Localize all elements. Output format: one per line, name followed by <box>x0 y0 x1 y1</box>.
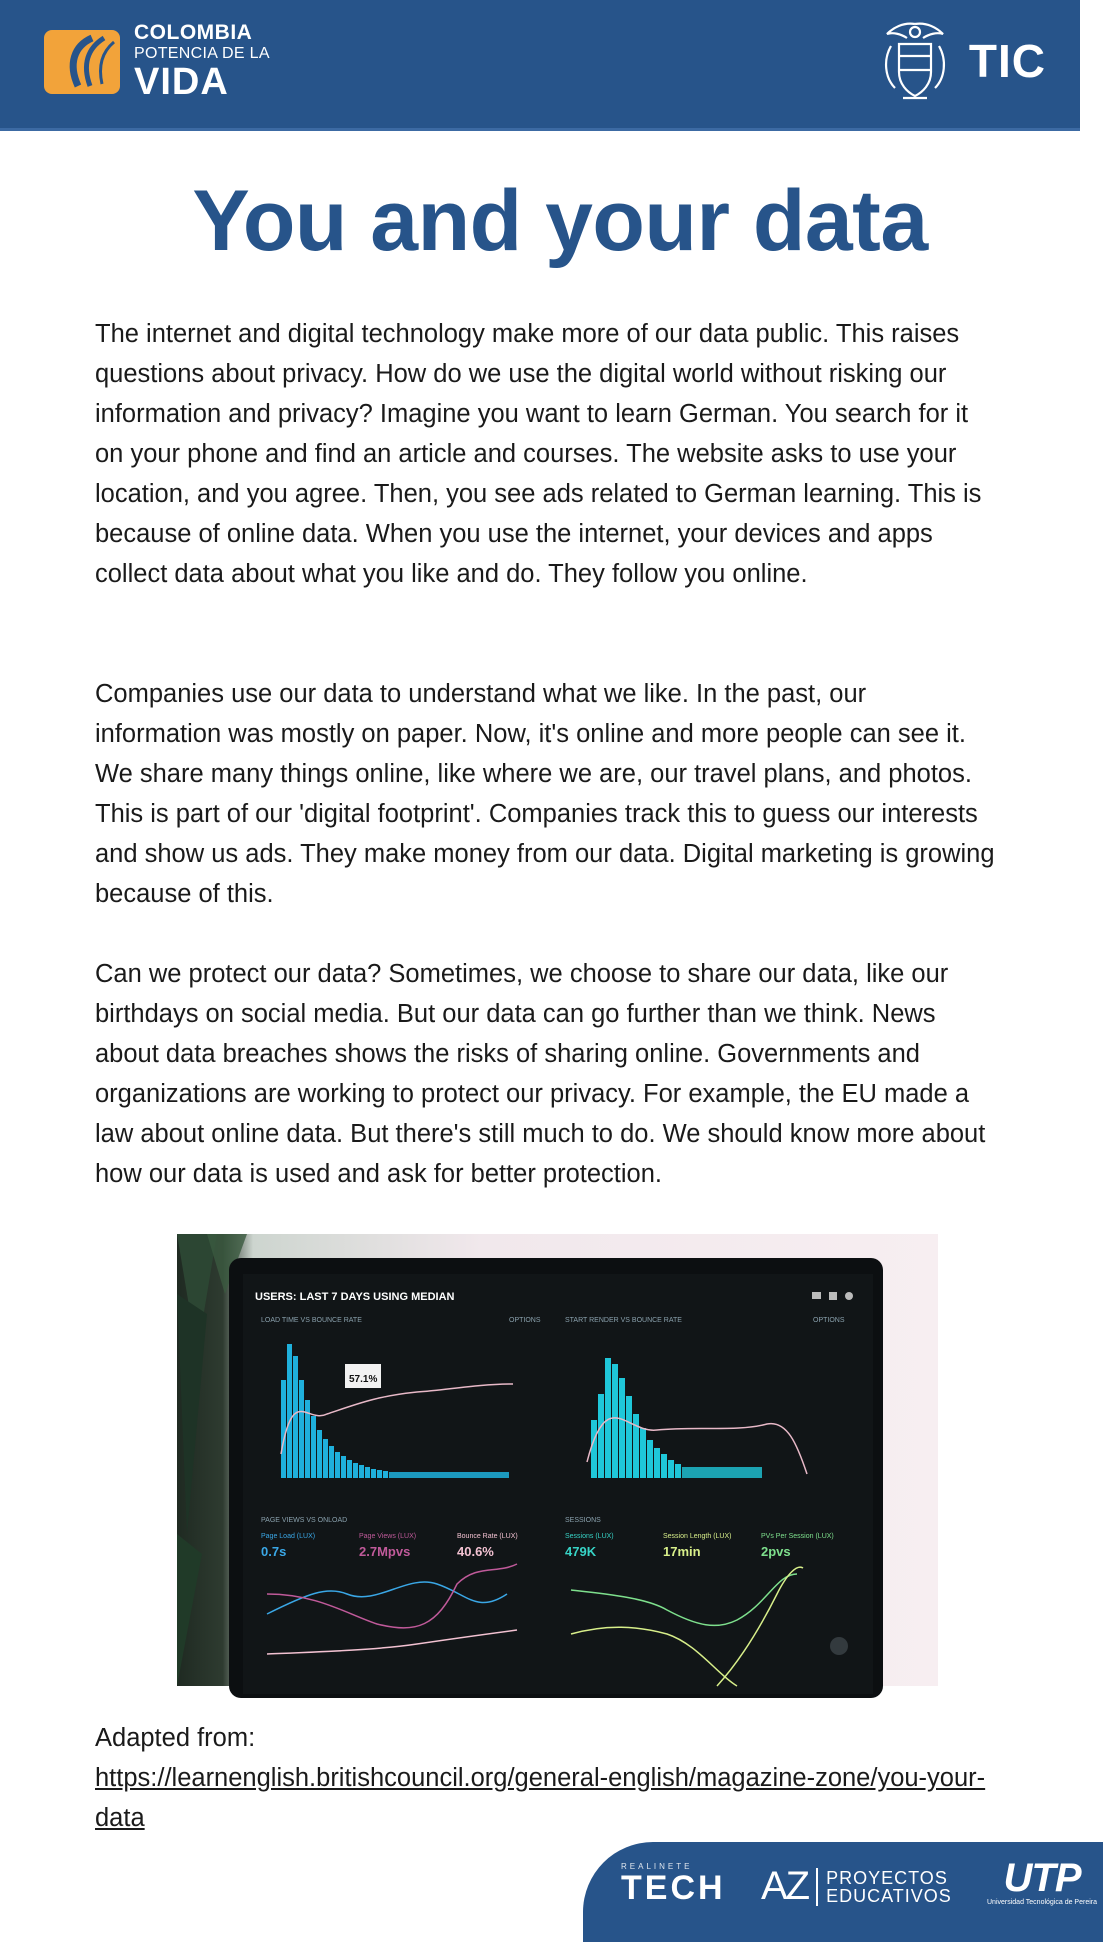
logo-divider <box>816 1868 818 1906</box>
panel-title-4: SESSIONS <box>565 1517 601 1524</box>
paragraph-1: The internet and digital technology make more of our data public. This raises questions about privacy. How do we use the digital world without risking our information and privacy? Imagine you want to learn German. You search for it on your phone and find an article and courses. The website asks to use your location, and you agree. Then, you see ads related to German learning. This is because of online data. When you use the internet, your devices and apps collect data about what you like and do. They follow you online. <box>95 320 982 588</box>
options-label-1: OPTIONS <box>509 1317 541 1324</box>
paragraph-2: Companies use our data to understand what we like. In the past, our information was mostly on paper. Now, it's online and more people can see it. We share many things online, like where we are, our travel plans, and photos. This is part of our 'digital footprint'. Companies track this to guess our interests and show us ads. They make money from our data. Digital marketing is growing because of this. <box>95 680 995 908</box>
tech-logo-small-text: REALINETE <box>621 1862 693 1871</box>
logo-line-3: VIDA <box>134 61 229 103</box>
utp-subtitle: Universidad Tecnológica de Pereira <box>987 1899 1097 1906</box>
colombia-potencia-logo[interactable] <box>44 22 270 101</box>
metric-label-3: Bounce Rate (LUX) <box>457 1533 518 1540</box>
metric-value-5: 17min <box>663 1544 701 1559</box>
panel-title-2: START RENDER VS BOUNCE RATE <box>565 1317 682 1324</box>
source-link[interactable]: https://learnenglish.britishcouncil.org/general-english/magazine-zone/you-your-data <box>95 1764 986 1832</box>
dashboard-header: USERS: LAST 7 DAYS USING MEDIAN <box>255 1291 455 1303</box>
source-attribution <box>95 1718 995 1838</box>
panel-title-1: LOAD TIME VS BOUNCE RATE <box>261 1317 362 1324</box>
colombia-swoosh-icon <box>44 30 120 94</box>
analytics-dashboard-photo <box>177 1234 938 1686</box>
proyectos-line-1: PROYECTOS <box>826 1867 948 1888</box>
metric-label-4: Sessions (LUX) <box>565 1533 614 1540</box>
utp-logo-text: UTP <box>1003 1856 1081 1900</box>
options-label-2: OPTIONS <box>813 1317 845 1324</box>
metric-value-4: 479K <box>565 1544 597 1559</box>
tech-logo-text: TECH <box>621 1869 726 1907</box>
metric-label-5: Session Length (LUX) <box>663 1533 732 1540</box>
logo-line-2: POTENCIA DE LA <box>134 45 270 62</box>
metric-value-2: 2.7Mpvs <box>359 1544 411 1559</box>
laptop-dashboard-illustration <box>177 1234 938 1686</box>
site-header <box>0 0 1080 131</box>
az-logo-text: AZ <box>761 1864 809 1908</box>
metric-label-2: Page Views (LUX) <box>359 1533 417 1540</box>
tooltip-value: 57.1% <box>349 1374 378 1385</box>
tic-label: TIC <box>968 35 1046 87</box>
metric-value-3: 40.6% <box>457 1544 494 1559</box>
tech-logo[interactable] <box>621 1862 726 1908</box>
tic-logo[interactable] <box>873 16 1046 106</box>
paragraph-3: Can we protect our data? Sometimes, we choose to share our data, like our birthdays on social media. But our data can go further than we think. News about data breaches shows the risks of sharing online. Governments and organizations are working to protect our privacy. For example, the EU made a law about online data. But there's still much to do. We should know more about how our data is used and ask for better protection. <box>95 960 986 1188</box>
metric-value-6: 2pvs <box>761 1544 791 1559</box>
proyectos-educativos-text <box>826 1869 952 1905</box>
metric-value-1: 0.7s <box>261 1544 287 1559</box>
metric-label-6: PVs Per Session (LUX) <box>761 1533 834 1540</box>
proyectos-line-2: EDUCATIVOS <box>826 1885 952 1906</box>
az-proyectos-logo[interactable] <box>761 1864 952 1909</box>
source-label: Adapted from: <box>95 1724 256 1752</box>
partner-logos-footer <box>583 1842 1103 1942</box>
logo-line-1: COLOMBIA <box>134 21 253 44</box>
colombia-logo-text <box>134 22 270 101</box>
coat-of-arms-icon <box>873 16 957 106</box>
page-title: You and your data <box>192 173 928 269</box>
panel-title-3: PAGE VIEWS VS ONLOAD <box>261 1517 348 1524</box>
utp-logo[interactable] <box>987 1856 1097 1907</box>
metric-label-1: Page Load (LUX) <box>261 1533 316 1540</box>
